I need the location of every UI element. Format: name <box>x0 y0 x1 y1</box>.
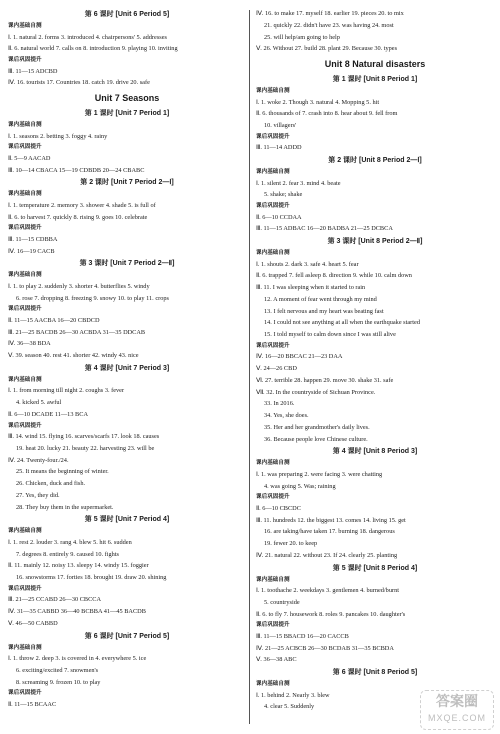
section-label: 课内基础自测 <box>256 576 290 583</box>
answer-line: 19. fewer 20. to keep <box>264 540 318 547</box>
answer-line: 7. degrees 8. entirely 9. caused 10. fights <box>16 550 119 558</box>
period-heading: 第 6 课时 [Unit 6 Period 5] <box>84 11 170 18</box>
answer-line: Ⅰ. 1. shouts 2. dark 3. safe 4. heart 5. fear <box>256 260 359 268</box>
section-label: 课内基础自测 <box>8 23 42 29</box>
period-heading: 第 6 课时 [Unit 7 Period 5] <box>84 632 170 640</box>
answer-line: 25. It means the beginning of winter. <box>16 468 109 476</box>
answer-line: Ⅳ. 31—35 CABBD 36—40 BCBBA 41—45 BACDB <box>8 608 146 615</box>
answer-line: 25. will help/am going to help <box>264 33 340 41</box>
answer-line: Ⅱ. 6. to fly 7. housework 8. roles 9. pancakes 10. daughter's <box>256 610 406 618</box>
answer-line: 6. exciting/excited 7. snowmen's <box>16 666 99 674</box>
answer-line: 27. Yes, they did. <box>16 491 60 499</box>
answer-line: 13. I felt nervous and my heart was beating fast <box>264 307 384 315</box>
period-heading: 第 3 课时 [Unit 8 Period 2—Ⅱ] <box>327 238 423 245</box>
period-heading: 第 2 课时 [Unit 7 Period 2—Ⅰ] <box>80 179 174 187</box>
section-label: 课后巩固提升 <box>8 690 42 697</box>
section-label: 课内基础自测 <box>256 88 290 94</box>
answer-line: Ⅳ. 21—25 ACBCB 26—30 BCDAB 31—35 BCBDA <box>256 644 394 652</box>
answer-line: Ⅲ. 11—15 ADBAC 16—20 BADBA 21—25 DCBCA <box>256 225 393 233</box>
answer-line: 14. I could not see anything at all when the earthquake started <box>264 319 420 327</box>
section-label: 课内基础自测 <box>8 376 42 383</box>
section-label: 课内基础自测 <box>8 122 42 128</box>
section-label: 课后巩固提升 <box>8 585 42 592</box>
answer-line: 36. Because people love Chinese culture. <box>264 435 368 443</box>
section-label: 课后巩固提升 <box>256 133 290 140</box>
answer-line: Ⅲ. 11—15 BBACD 16—20 CACCB <box>256 632 349 640</box>
answer-line: Ⅰ. 1. seasons 2. betting 3. foggy 4. rainy <box>8 132 108 140</box>
answer-line: 4. kicked 5. awful <box>16 399 62 406</box>
answer-line: Ⅲ. 11. hundreds 12. the biggest 13. comes 14. living 15. get <box>256 516 406 524</box>
section-label: 课内基础自测 <box>8 528 42 535</box>
watermark-text-cn: 答案圈 <box>436 693 478 709</box>
answer-line: 4. was going 5. Was; raining <box>264 482 336 490</box>
unit-heading: Unit 8 Natural disasters <box>324 59 426 69</box>
section-label: 课内基础自测 <box>8 272 42 279</box>
answer-line: Ⅲ. 11. I was sleeping when it started to rain <box>256 284 366 291</box>
answer-line: 5. shake; shake <box>264 191 303 199</box>
answer-line: 34. Yes, she does. <box>264 412 309 419</box>
answer-line: Ⅰ. 1. to play 2. suddenly 3. shorter 4. butterflies 5. windy <box>8 282 150 290</box>
section-label: 课后巩固提升 <box>256 622 290 629</box>
answer-line: Ⅰ. 1. toothache 2. weekdays 3. gentlemen 4. burned/burnt <box>256 587 399 594</box>
answer-line: Ⅴ. 36—38 ABC <box>256 656 297 664</box>
answer-line: Ⅴ. 26. Without 27. build 28. plant 29. Because 30. types <box>256 45 398 53</box>
section-label: 课后巩固提升 <box>8 306 42 313</box>
left-column <box>8 8 246 711</box>
answer-line: Ⅰ. 1. woke 2. Though 3. natural 4. Mopping 5. hit <box>256 98 380 106</box>
answer-line: 15. I told myself to calm down since I was still alive <box>264 331 396 338</box>
period-heading: 第 4 课时 [Unit 8 Period 3] <box>332 448 418 456</box>
answer-line: Ⅳ. 16—19 CACB <box>8 247 55 255</box>
section-label: 课内基础自测 <box>256 681 290 687</box>
answer-line: Ⅰ. 1. throw 2. deep 3. is covered in 4. everywhere 5. ice <box>8 655 147 662</box>
section-label: 课内基础自测 <box>256 250 290 256</box>
period-heading: 第 5 课时 [Unit 7 Period 4] <box>84 516 170 524</box>
answer-line: Ⅱ. 6—10 CBCDC <box>256 504 301 512</box>
section-label: 课后巩固提升 <box>8 422 42 429</box>
answer-line: Ⅲ. 11—15 CDBBA <box>8 235 58 243</box>
answer-line: Ⅳ. 16. tourists 17. Countries 18. catch 19. drive 20. safe <box>8 79 150 87</box>
section-label: 课内基础自测 <box>256 169 290 175</box>
period-heading: 第 1 课时 [Unit 8 Period 1] <box>332 76 418 83</box>
answer-line: Ⅳ. 24. Twenty-four./24. <box>8 456 69 464</box>
answer-line: Ⅰ. 1. silent 2. fear 3. mind 4. beate <box>256 179 341 187</box>
answer-line: 33. In 2016. <box>264 400 295 408</box>
answer-line: Ⅰ. 1. from morning till night 2. coughs 3. fever <box>8 387 125 395</box>
period-heading: 第 1 课时 [Unit 7 Period 1] <box>84 110 170 117</box>
answer-line: 6. rose 7. dropping 8. freezing 9. snowy 10. to play 11. crops <box>16 294 169 302</box>
answer-line: 5. countryside <box>264 598 300 606</box>
answer-line: Ⅶ. 32. In the countryside of Sichuan Province. <box>256 388 376 396</box>
answer-line: Ⅴ. 46—50 CABBD <box>8 619 58 627</box>
column-divider <box>249 10 250 724</box>
answer-line: Ⅱ. 6—10 DCADE 11—13 BCA <box>8 410 89 418</box>
answer-line: Ⅰ. 1. behind 2. Nearly 3. blew <box>256 691 330 699</box>
answer-line: Ⅳ. 16. to make 17. myself 18. earlier 19. pieces 20. to mix <box>256 10 404 17</box>
answer-line: Ⅰ. 1. natural 2. forms 3. introduced 4. chairpersons' 5. addresses <box>8 33 167 41</box>
answer-line: 12. A moment of fear went through my mind <box>264 295 377 303</box>
section-label: 课后巩固提升 <box>256 342 290 349</box>
answer-line: 16. snowstorms 17. forties 18. brought 19. draw 20. shining <box>16 574 167 581</box>
section-label: 课后巩固提升 <box>8 57 42 63</box>
unit-heading: Unit 7 Seasons <box>94 93 160 103</box>
answer-line: Ⅲ. 11—15 ADCBD <box>8 67 58 75</box>
answer-line: 10. villagers' <box>264 122 297 129</box>
answer-line: Ⅳ. 21. natural 22. without 23. If 24. clearly 25. planting <box>256 551 398 559</box>
period-heading: 第 2 课时 [Unit 8 Period 2—Ⅰ] <box>328 157 422 164</box>
answer-line: Ⅱ. 6. thousands of 7. crash into 8. hear about 9. fell from <box>256 110 398 118</box>
answer-line: Ⅳ. 16—20 BBCAC 21—23 DAA <box>256 353 343 361</box>
answer-line: Ⅲ. 21—25 BACDB 26—30 ACBDA 31—35 DDCAB <box>8 328 146 336</box>
answer-line: Ⅱ. 6. trapped 7. fell asleep 8. direction 9. while 10. calm down <box>256 272 412 280</box>
period-heading: 第 5 课时 [Unit 8 Period 4] <box>332 564 418 572</box>
answer-line: Ⅵ. 27. terrible 28. happen 29. move 30. shake 31. safe <box>256 376 394 384</box>
answer-line: Ⅱ. 6. to harvest 7. quickly 8. rising 9. goes 10. celebrate <box>8 213 148 221</box>
answer-line: Ⅰ. 1. temperature 2. memory 3. shower 4. shade 5. is full of <box>8 201 156 209</box>
answer-line: Ⅳ. 36—38 BDA <box>8 340 51 348</box>
answer-line: 19. heat 20. lucky 21. beauty 22. harvesting 23. will be <box>16 444 155 452</box>
answer-line: Ⅱ. 6. natural world 7. calls on 8. introduction 9. playing 10. inviting <box>8 45 178 53</box>
watermark-text-en: MXQE.COM <box>427 713 486 723</box>
answer-line: 4. clear 5. Suddenly <box>264 703 315 711</box>
answer-line: 28. They buy them in the supermarket. <box>16 503 114 511</box>
answer-line: 8. screaming 9. frozen 10. to play <box>16 678 101 686</box>
answer-line: Ⅰ. 1. was preparing 2. were facing 3. were chatting <box>256 470 383 478</box>
section-label: 课后巩固提升 <box>8 144 42 151</box>
answer-line: 21. quickly 22. didn't have 23. was having 24. most <box>264 21 394 29</box>
answer-line: Ⅰ. 1. rest 2. louder 3. rang 4. blew 5. hit 6. sudden <box>8 538 132 546</box>
answer-line: Ⅴ. 24—26 CBD <box>256 365 297 372</box>
right-column <box>256 8 494 713</box>
period-heading: 第 3 课时 [Unit 7 Period 2—Ⅱ] <box>79 260 175 268</box>
answer-line: Ⅱ. 11—15 AACBA 16—20 CBDCD <box>8 316 100 324</box>
answer-line: Ⅱ. 11. mainly 12. noisy 13. sleepy 14. windy 15. foggier <box>8 562 149 570</box>
answer-line: Ⅱ. 5—9 AACAD <box>8 154 51 162</box>
period-heading: 第 4 课时 [Unit 7 Period 3] <box>84 364 170 372</box>
answer-line: Ⅲ. 21—25 CCABD 26—30 CBCCA <box>8 596 102 604</box>
period-heading: 第 6 课时 [Unit 8 Period 5] <box>332 669 418 676</box>
answer-line: Ⅴ. 39. season 40. rest 41. shorter 42. windy 43. nice <box>8 352 139 359</box>
answer-line: Ⅱ. 11—15 BCAAC <box>8 700 57 708</box>
answer-line: Ⅱ. 6—10 CCDAA <box>256 213 302 221</box>
answer-line: Ⅲ. 10—14 CBACA 15—19 CDBDB 20—24 CBABC <box>8 166 145 174</box>
answer-line: Ⅲ. 11—14 ADDD <box>256 144 302 152</box>
answer-line: 35. Her and her grandmother's daily lives. <box>264 423 370 431</box>
section-label: 课内基础自测 <box>8 644 42 651</box>
answer-line: 26. Chicken, duck and fish. <box>16 480 86 487</box>
answer-line: Ⅲ. 14. wind 15. flying 16. scarves/scarfs 17. look 18. causes <box>8 433 160 440</box>
section-label: 课内基础自测 <box>8 191 42 198</box>
section-label: 课后巩固提升 <box>8 225 42 232</box>
section-label: 课内基础自测 <box>256 460 290 467</box>
section-label: 课后巩固提升 <box>256 203 290 209</box>
watermark-logo <box>420 690 494 730</box>
section-label: 课后巩固提升 <box>256 494 290 501</box>
answer-line: 16. are taking/have taken 17. burning 18. dangerous <box>264 528 395 536</box>
